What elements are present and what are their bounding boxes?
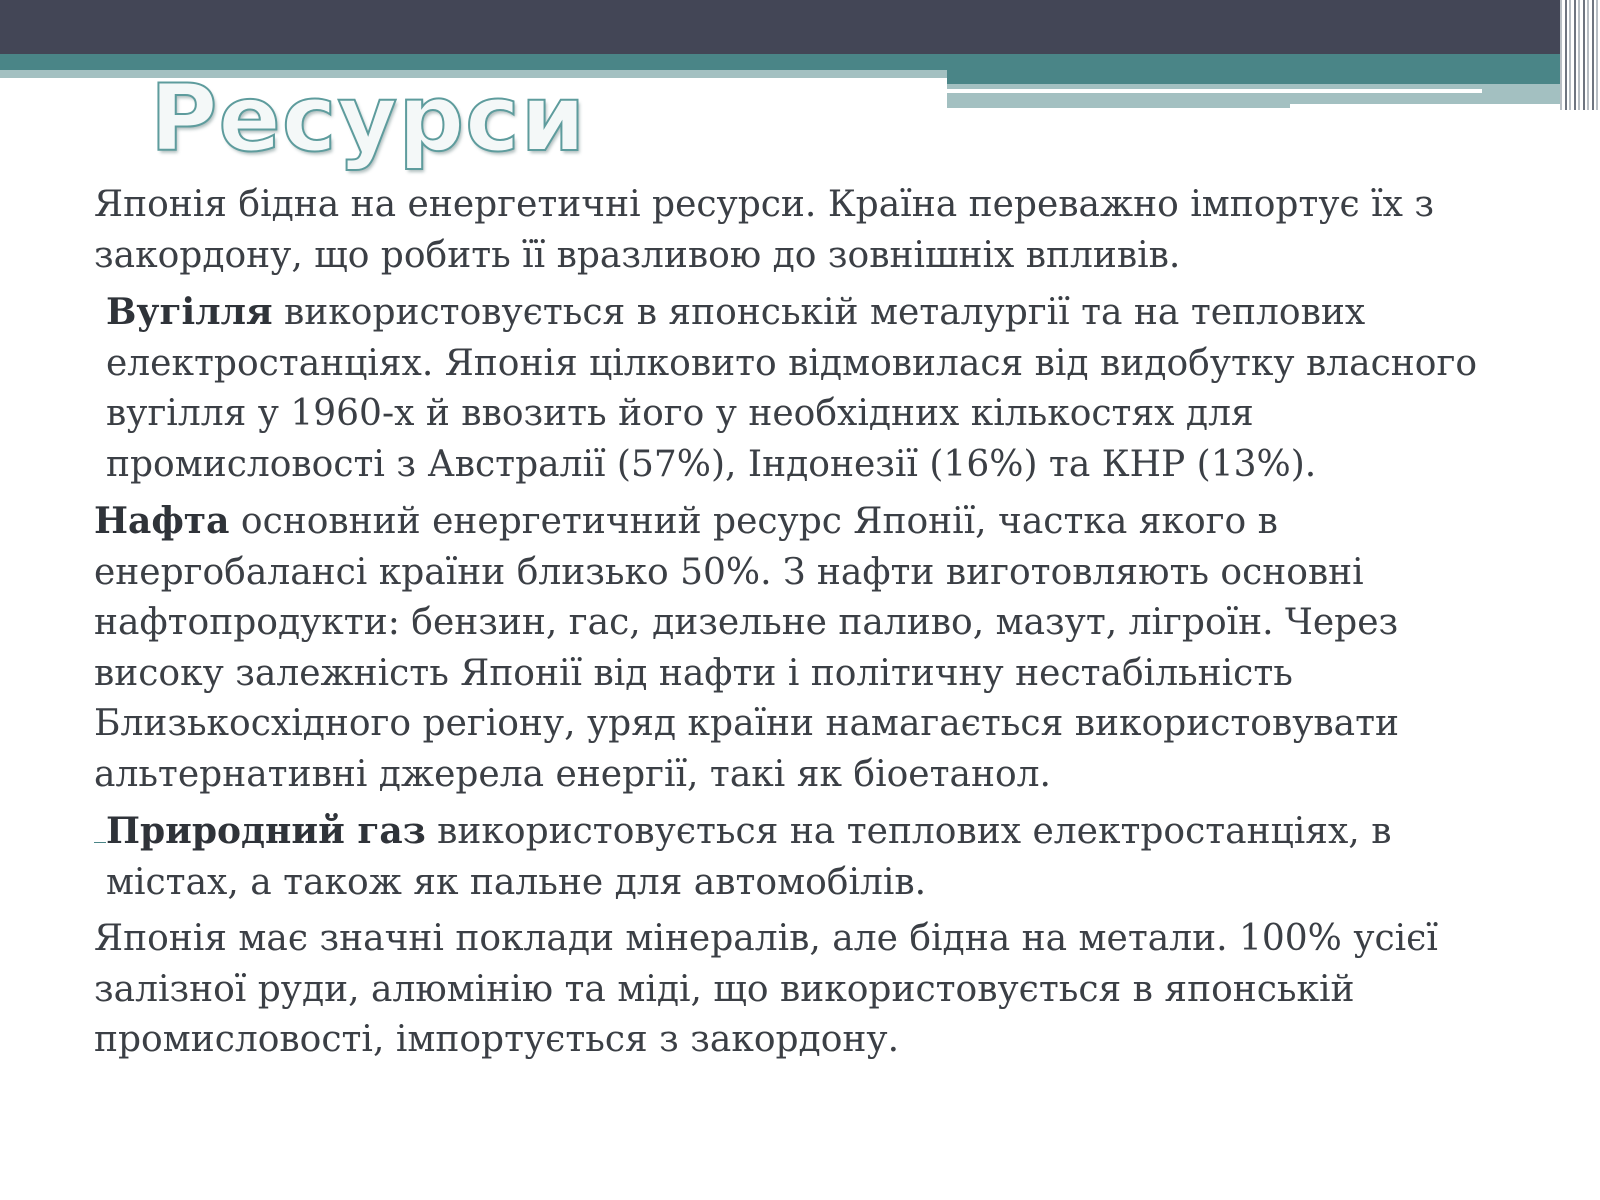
header-band-teal-right xyxy=(947,70,1600,84)
slide-body xyxy=(94,180,1534,1072)
paragraph-minerals: Японія має значні поклади мінералів, але бідна на метали. 100% усієї залізної руди, алюмінію та міді, що використовується в японській промисловості, імпортується з закордону. xyxy=(94,918,1438,1060)
corner-stripes xyxy=(1560,0,1600,110)
paragraph-coal xyxy=(94,287,1534,490)
header-band-dark xyxy=(0,0,1600,54)
paragraph-intro: Японія бідна на енергетичні ресурси. Країна переважно імпортує їх з закордону, що робить її вразливою до зовнішніх впливів. xyxy=(94,184,1435,276)
gas-text: використовується на теплових електростанціях, в містах, а також як пальне для автомобілів. xyxy=(106,811,1392,903)
paragraph-oil xyxy=(94,496,1534,800)
text-cursor-mark xyxy=(94,806,106,843)
coal-text: використовується в японській металургії та на теплових електростанціях. Японія цілковито відмовилася від видобутку власного вугілля у 1960-х й ввозить його у необхідних кількостях для промисловості з Австралії (57%), Індонезії (16%) та КНР (13%). xyxy=(106,292,1478,485)
oil-text: основний енергетичний ресурс Японії, частка якого в енергобалансі країни близько 50%. З нафти виготовляють основні нафтопродукти: бензин, гас, дизельне паливо, мазут, лігроїн. Через високу залежність Японії від нафти і політичну нестабільність Близькосхідного регіону, уряд країни намагається використовувати альтернативні джерела енергії, такі як біоетанол. xyxy=(94,501,1400,795)
gas-term: Природний газ xyxy=(106,810,426,852)
header-divider-line xyxy=(947,89,1482,93)
slide-title: Ресурси xyxy=(150,65,587,172)
coal-term: Вугілля xyxy=(106,291,273,333)
paragraph-gas xyxy=(94,806,1534,908)
header-divider-line-lower xyxy=(1290,104,1600,110)
oil-term: Нафта xyxy=(94,500,230,542)
